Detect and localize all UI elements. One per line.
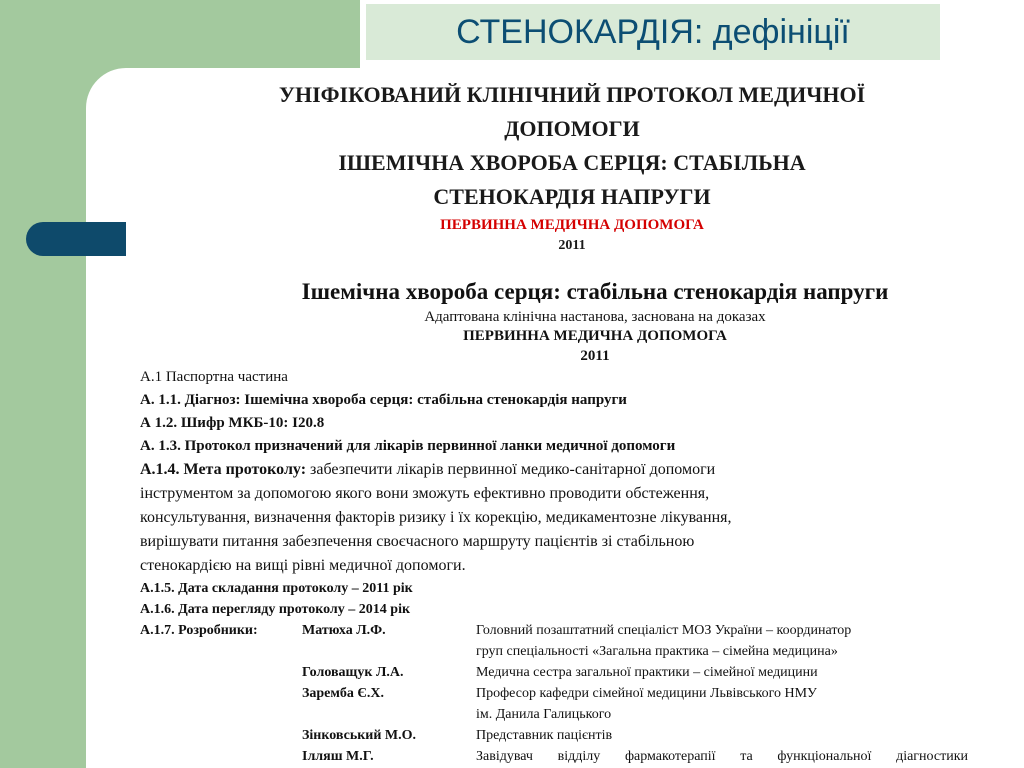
developer-role-line: груп спеціальності «Загальна практика – сімейна медицина» <box>476 644 838 659</box>
developer-row <box>140 746 968 767</box>
developer-row <box>140 662 968 683</box>
developer-name: Заремба Є.Х. <box>302 686 385 701</box>
passport-a1: А.1 Паспортна частина <box>140 369 288 385</box>
a14-line-5: стенокардією на вищі рівні медичної допомоги. <box>140 557 466 574</box>
passport-a13: А. 1.3. Протокол призначений для лікарів первинної ланки медичної допомоги <box>140 438 676 454</box>
slide-title: СТЕНОКАРДІЯ: дефініції <box>366 4 940 60</box>
developer-name: Матюха Л.Ф. <box>302 623 386 638</box>
developers-label: А.1.7. Розробники: <box>140 623 258 638</box>
developer-role <box>476 662 968 683</box>
developer-role-line: Медична сестра загальної практики – сімейної медицини <box>476 665 818 680</box>
developer-role-line: Представник пацієнтів <box>476 728 613 743</box>
developers-table <box>140 620 968 767</box>
header-line-3: ІШЕМІЧНА ХВОРОБА СЕРЦЯ: СТАБІЛЬНА <box>338 150 806 175</box>
guideline-care-level: ПЕРВИННА МЕДИЧНА ДОПОМОГА <box>463 328 727 344</box>
header-line-1: УНІФІКОВАНИЙ КЛІНІЧНИЙ ПРОТОКОЛ МЕДИЧНОЇ <box>278 82 866 107</box>
protocol-header <box>130 78 1014 256</box>
guideline-title: Ішемічна хвороба серця: стабільна стенокардія напруги <box>301 279 889 304</box>
developer-role-line: Завідувач відділу фармакотерапії та функціональної діагностики <box>476 749 968 764</box>
developer-role <box>476 746 968 767</box>
header-care-level: ПЕРВИННА МЕДИЧНА ДОПОМОГА <box>440 217 704 233</box>
passport-a11: А. 1.1. Діагноз: Ішемічна хвороба серця: стабільна стенокардія напруги <box>140 392 627 408</box>
developer-role-line: Головний позаштатний спеціаліст МОЗ України – координатор <box>476 623 852 638</box>
developer-role <box>476 683 968 725</box>
a14-line-2: інструментом за допомогою якого вони зможуть ефективно проводити обстеження, <box>140 485 710 502</box>
guideline-block <box>170 276 1020 366</box>
accent-bar <box>26 222 126 256</box>
developer-name: Ілляш М.Г. <box>302 749 374 764</box>
passport-section <box>140 366 980 620</box>
header-year: 2011 <box>558 238 586 253</box>
developer-role-line: ім. Данила Галицького <box>476 707 612 722</box>
header-line-4: СТЕНОКАРДІЯ НАПРУГИ <box>433 184 711 209</box>
guideline-subtitle: Адаптована клінічна настанова, заснована на доказах <box>424 309 766 325</box>
a14-line-4: вирішувати питання забезпечення своєчасного маршруту пацієнтів зі стабільною <box>140 533 695 550</box>
developer-row <box>140 683 968 725</box>
developer-row <box>140 620 968 662</box>
passport-a14 <box>140 458 970 578</box>
a14-line-1: забезпечити лікарів первинної медико-санітарної допомоги <box>306 461 716 478</box>
developer-row <box>140 725 968 746</box>
a14-label: А.1.4. Мета протоколу: <box>140 461 307 478</box>
developer-name: Головащук Л.А. <box>302 665 404 680</box>
developer-role <box>476 620 968 662</box>
passport-a12: А 1.2. Шифр МКБ-10: І20.8 <box>140 415 325 431</box>
header-line-2: ДОПОМОГИ <box>504 116 640 141</box>
a14-line-3: консультування, визначення факторів ризику і їх корекцію, медикаментозне лікування, <box>140 509 732 526</box>
developer-name: Зінковський М.О. <box>302 728 417 743</box>
passport-a15: А.1.5. Дата складання протоколу – 2011 рік <box>140 581 413 596</box>
developer-role <box>476 725 968 746</box>
guideline-year: 2011 <box>580 348 610 364</box>
passport-a16: А.1.6. Дата перегляду протоколу – 2014 рік <box>140 602 411 617</box>
developer-role-line: Професор кафедри сімейної медицини Львівського НМУ <box>476 686 817 701</box>
